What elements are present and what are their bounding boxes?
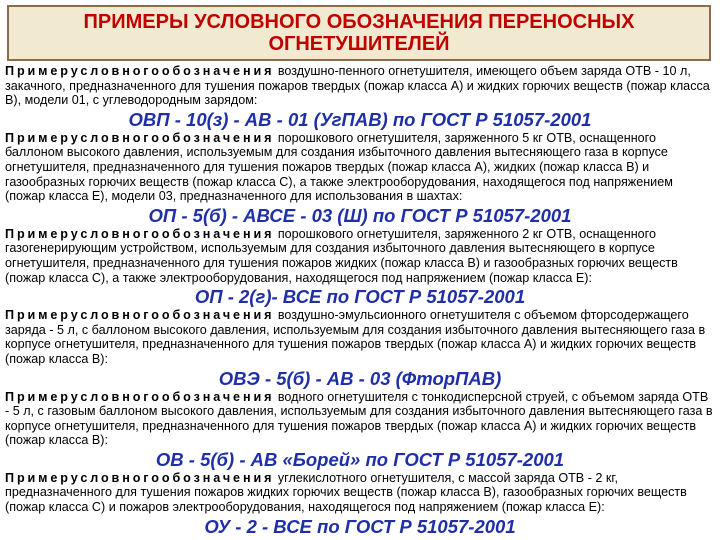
example-1 [5, 64, 715, 130]
example-lead: Примерусловногообозначения [5, 64, 275, 78]
example-description [5, 64, 715, 108]
designation-formula: ОВ - 5(б) - АВ «Борей» по ГОСТ Р 51057-2001 [155, 448, 565, 470]
example-text: углекислотного огнетушителя, с массой заряда ОТВ - 2 кг, предназначенного для тушения пожаров жидких горючих веществ (пожар класса В), газообразных горючих веществ (пожар класса С) и пожаров электрооборудования, находящегося под напряжением (пожар класса Е): [5, 470, 687, 515]
example-4 [5, 308, 715, 388]
example-description [5, 227, 715, 285]
designation-formula: ОП - 5(б) - АВСЕ - 03 (Ш) по ГОСТ Р 51057-2001 [148, 204, 572, 226]
examples-list [5, 64, 715, 538]
example-5 [5, 390, 715, 470]
title-banner [7, 5, 711, 61]
example-description [5, 308, 715, 366]
designation-formula: ОП - 2(г)- ВСЕ по ГОСТ Р 51057-2001 [194, 286, 526, 308]
page-title: ПРИМЕРЫ УСЛОВНОГО ОБОЗНАЧЕНИЯ ПЕРЕНОСНЫХ ОГНЕТУШИТЕЛЕЙ [83, 11, 635, 55]
example-6 [5, 471, 715, 537]
example-description [5, 390, 715, 448]
example-lead: Примерусловногообозначения [5, 226, 275, 241]
example-text: водного огнетушителя с тонкодисперсной струей, с объемом заряда ОТВ - 5 л, с газовым баллоном высокого давления, используемым для создания избыточного давления вытесняющего газа в корпусе огнетушителя, предназначенного для тушения пожаров твердых (пожар класса А) и жидких горючих веществ (пожар класса В): [5, 389, 713, 448]
example-lead: Примерусловногообозначения [5, 470, 275, 485]
designation-formula: ОВП - 10(з) - АВ - 01 (УгПАВ) по ГОСТ Р 51057-2001 [128, 108, 592, 130]
example-3 [5, 227, 715, 307]
example-2 [5, 131, 715, 226]
designation-formula: ОУ - 2 - ВСЕ по ГОСТ Р 51057-2001 [204, 515, 516, 537]
example-lead: Примерусловногообозначения [5, 130, 275, 145]
example-text: порошкового огнетушителя, заряженного 5 кг ОТВ, оснащенного баллоном высокого давления, используемым для создания избыточного давления вытесняющего газа в корпусе огнетушителя, предназначенного для тушения пожаров твердых (пожар класса А), жидких (пожар класса В) и газообразных горючих веществ (пожар класса С), а также электрооборудования, находящегося под напряжением (пожар класса Е), модели 03, предназначенного для использования в шахтах: [5, 130, 673, 204]
example-lead: Примерусловногообозначения [5, 308, 275, 323]
example-text: воздушно-эмульсионного огнетушителя с объемом фторсодержащего заряда - 5 л, с баллоном высокого давления, используемым для создания избыточного давления вытесняющего газа в корпусе огнетушителя, предназначенного для тушения пожаров твердых (пожар класса А) и жидких горючих веществ (пожар класса В): [5, 308, 706, 366]
example-lead: Примерусловногообозначения [5, 389, 275, 404]
designation-formula: ОВЭ - 5(б) - АВ - 03 (ФторПАВ) [218, 367, 502, 389]
example-description [5, 131, 715, 204]
example-text: воздушно-пенного огнетушителя, имеющего объем заряда ОТВ - 10 л, закачного, предназначенного для тушения пожаров твердых (пожар класса А) и жидких горючих веществ (пожар класса В), модели 01, с углеводородным зарядом: [5, 64, 710, 108]
example-description [5, 471, 715, 515]
example-text: порошкового огнетушителя, заряженного 2 кг ОТВ, оснащенного газогенерирующим устройством, используемым для создания избыточного давления вытесняющего в корпусе огнетушителя, предназначенного для тушения пожаров жидких (пожар класса В) и газообразных горючих веществ (пожар класса С), а также электрооборудования, находящегося под напряжением (пожар класса Е): [5, 226, 678, 285]
